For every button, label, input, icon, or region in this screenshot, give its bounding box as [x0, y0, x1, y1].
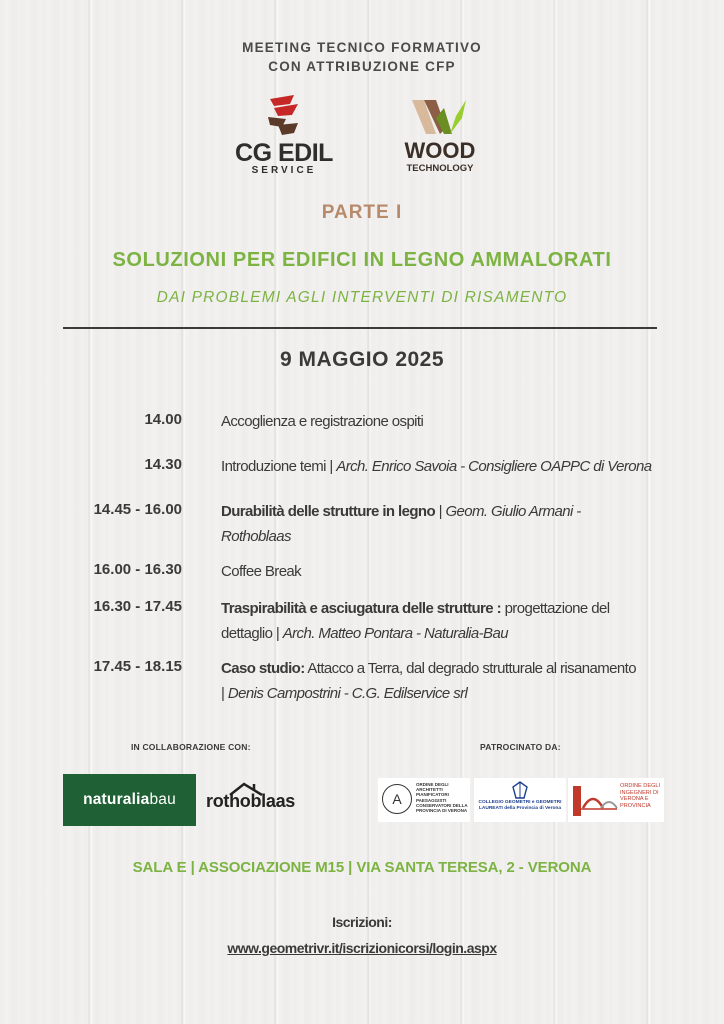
meeting-title-line1: MEETING TECNICO FORMATIVO	[242, 40, 482, 55]
rothoblaas-logo	[206, 782, 320, 818]
schedule-speaker: Geom. Giulio Armani - Rothoblaas	[221, 503, 581, 545]
schedule-plain-text: Introduzione temi |	[221, 458, 337, 475]
cg-edil-sub: SERVICE	[251, 165, 317, 176]
registration-link[interactable]: www.geometrivr.it/iscrizionicorsi/login.aspx	[227, 940, 497, 956]
schedule-plain-text: Accoglienza e registrazione ospiti	[221, 413, 424, 430]
registration-label: Iscrizioni:	[332, 914, 392, 930]
event-date: 9 MAGGIO 2025	[279, 348, 445, 371]
schedule-description	[221, 409, 711, 434]
collegio-geometri-logo	[474, 778, 566, 822]
wood-technology-mark-icon	[410, 98, 468, 138]
cg-edil-mark-icon	[264, 95, 304, 141]
cg-edil-logo	[232, 95, 336, 181]
collaboration-label: IN COLLABORAZIONE CON:	[131, 742, 251, 752]
schedule-time: 17.45 - 18.15	[93, 658, 182, 675]
ordine-ingegneri-logo	[568, 778, 664, 822]
schedule-speaker: Arch. Enrico Savoia - Consigliere OAPPC di Verona	[336, 458, 652, 475]
schedule-description	[221, 559, 711, 584]
geometri-text: COLLEGIO GEOMETRI e GEOMETRI LAUREATI della Provincia di Verona	[478, 800, 562, 811]
divider	[63, 327, 657, 329]
schedule-topic: Caso studio:	[221, 660, 305, 677]
schedule-description	[221, 454, 711, 479]
schedule-plain-text: Coffee Break	[221, 563, 302, 580]
schedule-time: 14.30	[144, 456, 182, 473]
meeting-title	[0, 38, 724, 76]
naturalia-name: naturalia	[83, 791, 150, 808]
event-subtitle: DAI PROBLEMI AGLI INTERVENTI DI RISAMENTO	[156, 289, 568, 306]
schedule-time: 14.45 - 16.00	[93, 501, 182, 518]
wood-technology-name: WOOD	[404, 138, 476, 163]
rothoblaas-name: rothoblaas	[206, 791, 296, 811]
part-label: PARTE I	[321, 202, 403, 223]
venue-address: SALA E | ASSOCIAZIONE M15 | VIA SANTA TERESA, 2 - VERONA	[132, 859, 592, 876]
schedule-description	[221, 596, 661, 646]
cg-edil-name: CG EDIL	[235, 139, 333, 167]
arena-bridge-icon	[571, 782, 619, 818]
naturalia-name-suffix: bau	[149, 791, 176, 808]
schedule-plain-text: Attacco a Terra, dal degrado strutturale al risanamento |	[221, 660, 636, 702]
meeting-title-line2: CON ATTRIBUZIONE CFP	[268, 59, 456, 74]
naturalia-bau-logo	[63, 774, 196, 826]
schedule-topic: Traspirabilità e asciugatura delle strutture :	[221, 600, 501, 617]
schedule-speaker: Denis Campostrini - C.G. Edilservice srl	[227, 685, 468, 702]
schedule-time: 16.00 - 16.30	[93, 561, 182, 578]
schedule-description	[221, 656, 641, 706]
oappc-verona-logo	[378, 778, 470, 822]
wood-technology-sub: TECHNOLOGY	[406, 163, 474, 174]
geometri-emblem-icon	[512, 781, 528, 799]
schedule-time: 16.30 - 17.45	[93, 598, 182, 615]
schedule-plain-text: progettazione del dettaglio |	[221, 600, 610, 642]
wood-technology-logo	[392, 98, 488, 182]
event-title: SOLUZIONI PER EDIFICI IN LEGNO AMMALORATI	[112, 249, 612, 271]
oappc-text: ORDINE DEGLI ARCHITETTI PIANIFICATORI PAESAGGISTI CONSERVATORI DELLA PROVINCIA DI VERONA	[416, 782, 468, 814]
schedule-speaker: Arch. Matteo Pontara - Naturalia-Bau	[282, 625, 508, 642]
architect-a-icon: A	[382, 784, 412, 814]
schedule-plain-text: |	[435, 503, 446, 520]
schedule-description	[221, 499, 641, 549]
schedule-time: 14.00	[144, 411, 182, 428]
schedule-topic: Durabilità delle strutture in legno	[221, 503, 436, 520]
ingegneri-text: ORDINE DEGLI INGEGNERI DI VERONA E PROVINCIA	[620, 783, 661, 809]
patronage-label: PATROCINATO DA:	[480, 742, 561, 752]
